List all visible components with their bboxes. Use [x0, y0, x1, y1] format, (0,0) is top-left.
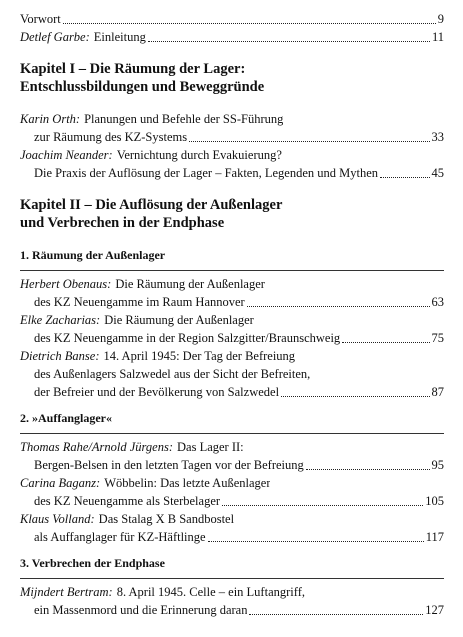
entry-title: Planungen und Befehle der SS-Führung — [84, 112, 284, 126]
entry-author: Herbert Obenaus: — [20, 277, 112, 291]
entry-title: des KZ Neuengamme im Raum Hannover — [34, 295, 245, 309]
entry-title: des KZ Neuengamme in der Region Salzgitter/Braunschweig — [34, 331, 341, 345]
toc-entry-continuation[interactable] — [20, 128, 444, 146]
leader-dots — [281, 396, 429, 397]
entry-title: ein Massenmord und die Erinnerung daran — [34, 603, 248, 617]
toc-entry[interactable] — [20, 311, 444, 329]
toc-entry-continuation[interactable] — [20, 383, 444, 401]
entry-title: Die Räumung der Außenlager — [104, 313, 254, 327]
page-number: 33 — [431, 130, 444, 144]
entry-title: Das Lager II: — [177, 440, 244, 454]
toc-entry-continuation[interactable] — [20, 365, 444, 383]
entry-author: Karin Orth: — [20, 112, 81, 126]
chapter-heading: Kapitel II – Die Auflösung der Außenlager — [20, 197, 283, 213]
leader-dots — [342, 342, 429, 343]
toc-entry-continuation[interactable] — [20, 164, 444, 182]
chapter-heading: Kapitel I – Die Räumung der Lager: — [20, 61, 246, 77]
divider — [20, 578, 444, 579]
toc-entry-continuation[interactable] — [20, 293, 444, 311]
page-number: 117 — [425, 530, 444, 544]
toc-entry-einleitung[interactable] — [20, 28, 444, 46]
leader-dots — [222, 505, 423, 506]
leader-dots — [306, 469, 430, 470]
page-number: 105 — [425, 494, 444, 508]
entry-title: zur Räumung des KZ-Systems — [34, 130, 188, 144]
toc-entry[interactable] — [20, 146, 444, 164]
toc-entry-continuation[interactable] — [20, 492, 444, 510]
entry-title: Die Räumung der Außenlager — [115, 277, 265, 291]
leader-dots — [63, 23, 436, 24]
entry-title: Vernichtung durch Evakuierung? — [116, 148, 282, 162]
page-number: 87 — [431, 385, 444, 399]
page-number: 63 — [431, 295, 444, 309]
section-heading: 1. Räumung der Außenlager — [20, 248, 166, 262]
toc-entry-continuation[interactable] — [20, 601, 444, 619]
page-number: 95 — [431, 458, 444, 472]
entry-author: Thomas Rahe/Arnold Jürgens: — [20, 440, 173, 454]
toc-entry-continuation[interactable] — [20, 456, 444, 474]
entry-title: der Befreier und der Bevölkerung von Salzwedel — [34, 385, 280, 399]
toc-entry[interactable] — [20, 474, 444, 492]
toc-entry[interactable] — [20, 510, 444, 528]
section-heading: 2. »Auffanglager« — [20, 411, 112, 425]
section-heading: 3. Verbrechen der Endphase — [20, 556, 165, 570]
toc-entry[interactable] — [20, 438, 444, 456]
entry-title: Vorwort — [20, 12, 61, 26]
chapter-subheading: Entschlussbildungen und Beweggründe — [20, 79, 265, 95]
entry-title: Das Stalag X B Sandbostel — [98, 512, 235, 526]
divider — [20, 433, 444, 434]
leader-dots — [189, 141, 429, 142]
toc-entry[interactable] — [20, 583, 444, 601]
entry-title: Bergen-Belsen in den letzten Tagen vor der Befreiung — [34, 458, 304, 472]
toc-entry-vorwort[interactable] — [20, 10, 444, 28]
entry-title: Wöbbelin: Das letzte Außenlager — [104, 476, 271, 490]
entry-title: Die Praxis der Auflösung der Lager – Fakten, Legenden und Mythen — [34, 166, 379, 180]
entry-title: 14. April 1945: Der Tag der Befreiung — [103, 349, 296, 363]
leader-dots — [380, 177, 429, 178]
entry-author: Klaus Volland: — [20, 512, 95, 526]
page-number: 45 — [431, 166, 444, 180]
entry-author: Joachim Neander: — [20, 148, 113, 162]
page-number: 9 — [437, 12, 444, 26]
entry-title: des Außenlagers Salzwedel aus der Sicht der Befreiten, — [34, 367, 311, 381]
page-number: 75 — [431, 331, 444, 345]
entry-title: 8. April 1945. Celle – ein Luftangriff, — [116, 585, 305, 599]
entry-author: Detlef Garbe: — [20, 30, 90, 44]
table-of-contents — [20, 10, 444, 619]
entry-author: Elke Zacharias: — [20, 313, 101, 327]
entry-title: Einleitung — [93, 30, 146, 44]
toc-entry[interactable] — [20, 110, 444, 128]
page-number: 11 — [431, 30, 444, 44]
page-number: 127 — [425, 603, 444, 617]
toc-entry-continuation[interactable] — [20, 329, 444, 347]
chapter-subheading: und Verbrechen in der Endphase — [20, 215, 225, 231]
entry-title: des KZ Neuengamme als Sterbelager — [34, 494, 221, 508]
toc-entry[interactable] — [20, 275, 444, 293]
leader-dots — [148, 41, 430, 42]
leader-dots — [249, 614, 423, 615]
leader-dots — [247, 306, 430, 307]
toc-entry-continuation[interactable] — [20, 528, 444, 546]
entry-author: Dietrich Banse: — [20, 349, 100, 363]
leader-dots — [208, 541, 424, 542]
entry-author: Carina Baganz: — [20, 476, 101, 490]
toc-entry[interactable] — [20, 347, 444, 365]
divider — [20, 270, 444, 271]
entry-author: Mijndert Bertram: — [20, 585, 113, 599]
entry-title: als Auffanglager für KZ-Häftlinge — [34, 530, 206, 544]
